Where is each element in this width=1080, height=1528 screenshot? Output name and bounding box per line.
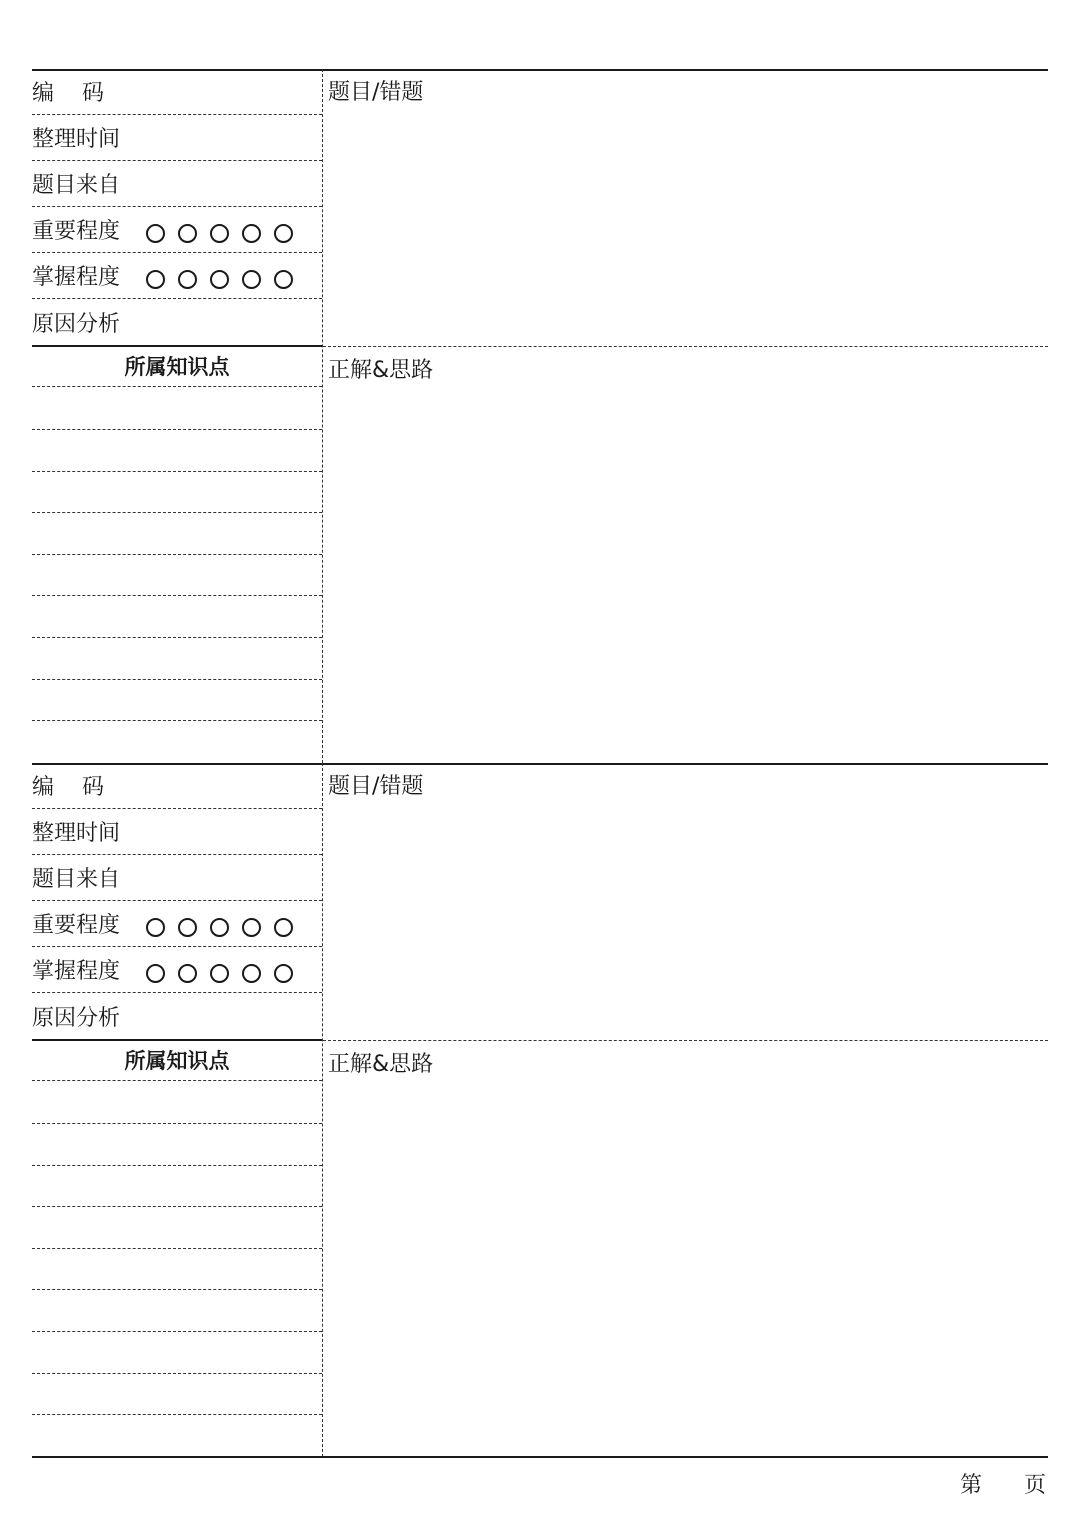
knowledge-point-line[interactable] — [32, 429, 322, 430]
knowledge-points-title: 所属知识点 — [32, 347, 322, 387]
rating-circle-icon[interactable] — [274, 918, 293, 937]
source-row[interactable] — [32, 161, 322, 207]
rating-circle-icon[interactable] — [146, 270, 165, 289]
knowledge-point-line[interactable] — [32, 471, 322, 472]
rating-circle-icon[interactable] — [274, 270, 293, 289]
section-dashed-rule — [323, 1040, 1048, 1041]
code-label: 编 码 — [32, 775, 104, 800]
knowledge-point-line[interactable] — [32, 1331, 322, 1332]
reason-row[interactable] — [32, 993, 322, 1039]
knowledge-point-line[interactable] — [32, 1289, 322, 1290]
importance-rating — [146, 224, 293, 243]
error-record-block-2 — [32, 763, 1048, 1457]
solution-label: 正解&思路 — [328, 1052, 434, 1077]
importance-row — [32, 207, 322, 253]
mastery-label: 掌握程度 — [32, 265, 121, 290]
source-label: 题目来自 — [32, 173, 121, 198]
question-label: 题目/错题 — [328, 80, 424, 105]
reason-row[interactable] — [32, 299, 322, 345]
knowledge-point-line[interactable] — [32, 679, 322, 680]
rating-circle-icon[interactable] — [210, 270, 229, 289]
mastery-row — [32, 947, 322, 993]
rating-circle-icon[interactable] — [146, 964, 165, 983]
knowledge-point-line[interactable] — [32, 1206, 322, 1207]
mastery-rating — [146, 270, 293, 289]
rating-circle-icon[interactable] — [242, 224, 261, 243]
rating-circle-icon[interactable] — [274, 224, 293, 243]
rating-circle-icon[interactable] — [210, 964, 229, 983]
source-label: 题目来自 — [32, 867, 121, 892]
knowledge-point-line[interactable] — [32, 1373, 322, 1374]
rating-circle-icon[interactable] — [178, 918, 197, 937]
knowledge-point-line[interactable] — [32, 512, 322, 513]
knowledge-point-line[interactable] — [32, 720, 322, 721]
source-row[interactable] — [32, 855, 322, 901]
organize-time-label: 整理时间 — [32, 821, 121, 846]
code-row[interactable] — [32, 763, 322, 809]
rating-circle-icon[interactable] — [242, 964, 261, 983]
knowledge-point-line[interactable] — [32, 595, 322, 596]
mastery-label: 掌握程度 — [32, 959, 121, 984]
knowledge-point-line[interactable] — [32, 1165, 322, 1166]
bottom-rule — [32, 1456, 1048, 1458]
reason-label: 原因分析 — [32, 312, 121, 337]
error-record-block-1 — [32, 69, 1048, 763]
rating-circle-icon[interactable] — [146, 918, 165, 937]
rating-circle-icon[interactable] — [178, 224, 197, 243]
reason-label: 原因分析 — [32, 1006, 121, 1031]
column-divider — [322, 763, 323, 1457]
importance-label: 重要程度 — [32, 219, 121, 244]
page-number-label: 第 页 — [960, 1473, 1046, 1498]
section-dashed-rule — [323, 346, 1048, 347]
knowledge-point-line[interactable] — [32, 1123, 322, 1124]
rating-circle-icon[interactable] — [242, 270, 261, 289]
knowledge-point-line[interactable] — [32, 1414, 322, 1415]
knowledge-points-title: 所属知识点 — [32, 1041, 322, 1081]
rating-circle-icon[interactable] — [274, 964, 293, 983]
importance-label: 重要程度 — [32, 913, 121, 938]
mastery-rating — [146, 964, 293, 983]
code-label: 编 码 — [32, 81, 104, 106]
rating-circle-icon[interactable] — [210, 918, 229, 937]
rating-circle-icon[interactable] — [242, 918, 261, 937]
importance-rating — [146, 918, 293, 937]
rating-circle-icon[interactable] — [178, 270, 197, 289]
organize-time-label: 整理时间 — [32, 127, 121, 152]
rating-circle-icon[interactable] — [210, 224, 229, 243]
organize-time-row[interactable] — [32, 115, 322, 161]
column-divider — [322, 69, 323, 763]
solution-label: 正解&思路 — [328, 358, 434, 383]
rating-circle-icon[interactable] — [178, 964, 197, 983]
knowledge-point-line[interactable] — [32, 554, 322, 555]
organize-time-row[interactable] — [32, 809, 322, 855]
question-label: 题目/错题 — [328, 774, 424, 799]
knowledge-point-line[interactable] — [32, 1248, 322, 1249]
mastery-row — [32, 253, 322, 299]
importance-row — [32, 901, 322, 947]
rating-circle-icon[interactable] — [146, 224, 165, 243]
code-row[interactable] — [32, 69, 322, 115]
knowledge-point-line[interactable] — [32, 637, 322, 638]
